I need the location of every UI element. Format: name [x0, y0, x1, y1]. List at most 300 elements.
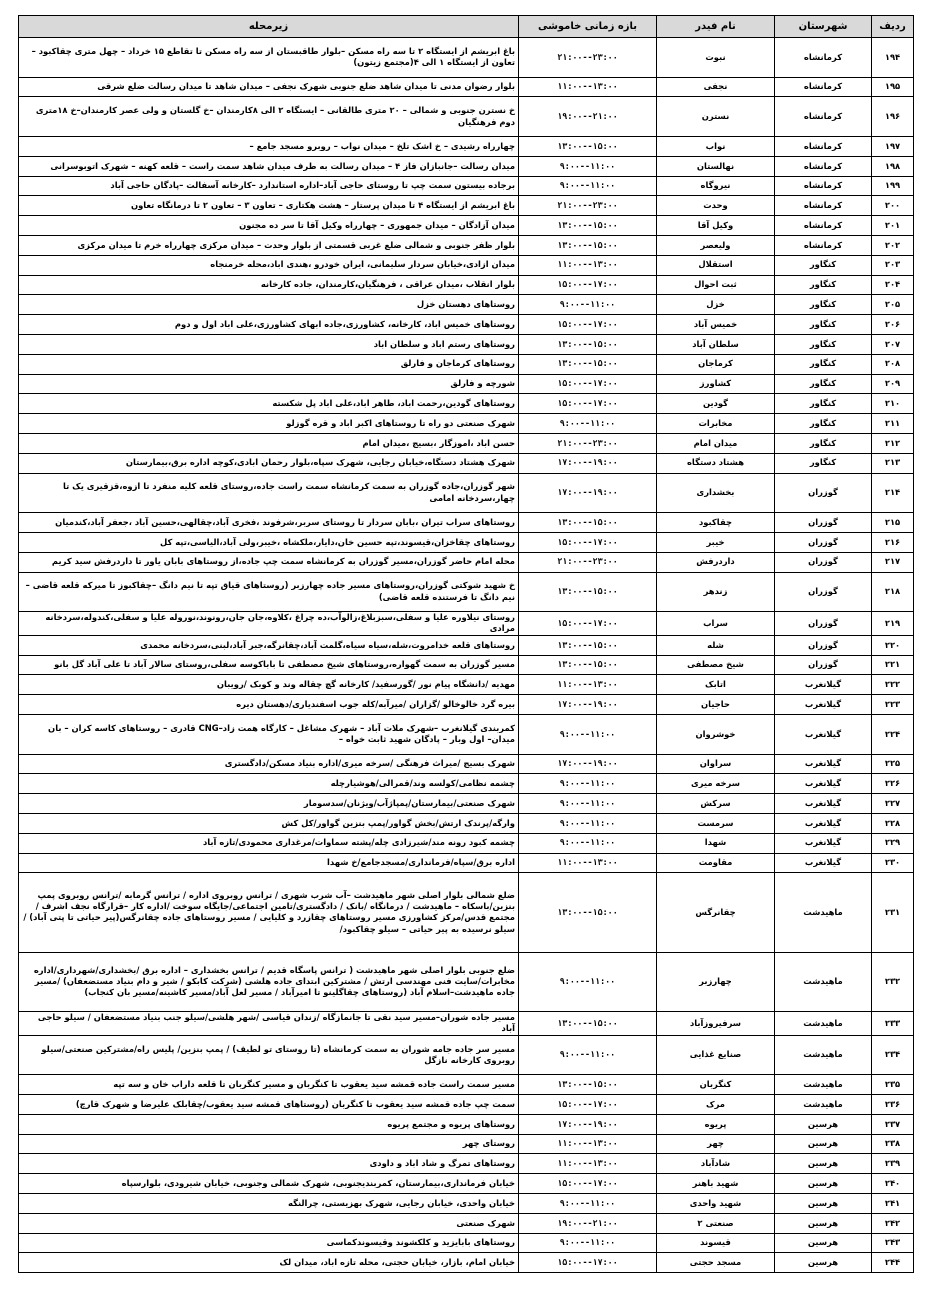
table-row [19, 414, 914, 434]
row-number-cell: ۲۲۵ [872, 754, 914, 774]
outage-window-cell: ۱۵:۰۰--۱۷:۰۰ [519, 315, 657, 335]
outage-schedule-table [18, 15, 914, 1273]
row-number-cell: ۲۲۴ [872, 714, 914, 754]
table-row [19, 1253, 914, 1273]
table-row [19, 1075, 914, 1095]
table-row [19, 794, 914, 814]
county-cell: کرمانشاه [775, 196, 872, 216]
outage-window-cell: ۱۳:۰۰--۱۵:۰۰ [519, 136, 657, 156]
outage-window-cell: ۱۳:۰۰--۱۵:۰۰ [519, 635, 657, 655]
county-cell: گیلانغرب [775, 695, 872, 715]
row-number-cell: ۲۴۴ [872, 1253, 914, 1273]
neighborhood-cell: مسیر جاده شوران–مسیر سید نقی تا جانمازگاه /زندان قیاسی /شهر هلشی/سیلو جنب بنیاد مستضعفان / سیلو حاجی آباد [19, 1011, 519, 1035]
county-cell: گوزران [775, 655, 872, 675]
outage-window-cell: ۹:۰۰--۱۱:۰۰ [519, 714, 657, 754]
feeder-name-cell: داردرفش [657, 552, 775, 572]
table-row [19, 1134, 914, 1154]
table-row [19, 1174, 914, 1194]
feeder-name-cell: سراب [657, 612, 775, 636]
outage-window-cell: ۲۱:۰۰--۲۳:۰۰ [519, 38, 657, 78]
county-cell: گیلانغرب [775, 754, 872, 774]
outage-window-cell: ۲۱:۰۰--۲۳:۰۰ [519, 433, 657, 453]
neighborhood-cell: روستای چهر [19, 1134, 519, 1154]
table-row [19, 354, 914, 374]
county-cell: هرسین [775, 1213, 872, 1233]
county-cell: کرمانشاه [775, 156, 872, 176]
row-number-cell: ۲۳۵ [872, 1075, 914, 1095]
table-row [19, 635, 914, 655]
county-cell: گیلانغرب [775, 714, 872, 754]
feeder-name-cell: نیروگاه [657, 176, 775, 196]
row-number-cell: ۲۳۴ [872, 1035, 914, 1075]
outage-window-cell: ۹:۰۰--۱۱:۰۰ [519, 813, 657, 833]
row-number-cell: ۲۴۱ [872, 1194, 914, 1214]
table-row [19, 774, 914, 794]
row-number-cell: ۲۳۸ [872, 1134, 914, 1154]
table-row [19, 176, 914, 196]
row-number-cell: ۲۳۷ [872, 1114, 914, 1134]
neighborhood-cell: برجاده بیستون سمت چپ تا روستای حاجی آباد–اداره استاندارد –کارخانه آسفالت –پادگان حاجی آباد [19, 176, 519, 196]
neighborhood-cell: روستاهای کرماجان و فارلق [19, 354, 519, 374]
county-cell: گوزران [775, 635, 872, 655]
neighborhood-cell: روستای نیلاوره علیا و سفلی،سبزبلاغ،زالوآب،ده چراغ ،کلاوه،جان جان،رونوند،نوروله علیا و سفلی،کندوله،سردخانه مرادی [19, 612, 519, 636]
row-number-cell: ۲۰۱ [872, 216, 914, 236]
header-feeder-name: نام فیدر [657, 16, 775, 38]
feeder-name-cell: خزل [657, 295, 775, 315]
table-row [19, 952, 914, 1011]
feeder-name-cell: شادآباد [657, 1154, 775, 1174]
feeder-name-cell: خمیس آباد [657, 315, 775, 335]
outage-window-cell: ۱۳:۰۰--۱۵:۰۰ [519, 216, 657, 236]
row-number-cell: ۲۰۵ [872, 295, 914, 315]
county-cell: گیلانغرب [775, 833, 872, 853]
header-row-number: ردیف [872, 16, 914, 38]
feeder-name-cell: نبوت [657, 38, 775, 78]
header-county: شهرستان [775, 16, 872, 38]
outage-window-cell: ۹:۰۰--۱۱:۰۰ [519, 1035, 657, 1075]
row-number-cell: ۲۴۲ [872, 1213, 914, 1233]
outage-window-cell: ۱۷:۰۰--۱۹:۰۰ [519, 453, 657, 473]
row-number-cell: ۲۲۰ [872, 635, 914, 655]
row-number-cell: ۲۰۴ [872, 275, 914, 295]
feeder-name-cell: هشتاد دستگاه [657, 453, 775, 473]
neighborhood-cell: روستاهای رستم اباد و سلطان اباد [19, 334, 519, 354]
county-cell: هرسین [775, 1114, 872, 1134]
outage-window-cell: ۱۳:۰۰--۱۵:۰۰ [519, 1075, 657, 1095]
table-row [19, 275, 914, 295]
county-cell: هرسین [775, 1253, 872, 1273]
neighborhood-cell: باغ ابریشم از ایستگاه ۴ تا میدان پرستار – هشت هکتاری – تعاون ۳ – تعاون ۲ تا درمانگاه تعاون [19, 196, 519, 216]
county-cell: ماهیدشت [775, 873, 872, 952]
neighborhood-cell: بلوار رضوان مدنی تا میدان شاهد ضلع جنوبی شهرک نجفی – میدان شاهد تا میدان رسالت ضلع شرقی [19, 77, 519, 97]
outage-window-cell: ۱۳:۰۰--۱۵:۰۰ [519, 572, 657, 612]
feeder-name-cell: مخابرات [657, 414, 775, 434]
table-row [19, 196, 914, 216]
county-cell: کنگاور [775, 394, 872, 414]
table-row [19, 77, 914, 97]
table-row [19, 394, 914, 414]
outage-window-cell: ۱۵:۰۰--۱۷:۰۰ [519, 374, 657, 394]
neighborhood-cell: مهدیه /دانشگاه پیام نور /گورسفید/ کارخانه گچ چقاله وند و کوبک /رویبان [19, 675, 519, 695]
neighborhood-cell: چشمه نظامی/کولسه وند/قمرالی/هوشیارچله [19, 774, 519, 794]
neighborhood-cell: چهارراه رشیدی – خ اشک تلخ – میدان نواب – روبرو مسجد جامع – [19, 136, 519, 156]
county-cell: ماهیدشت [775, 1035, 872, 1075]
row-number-cell: ۱۹۹ [872, 176, 914, 196]
table-row [19, 833, 914, 853]
county-cell: گوزران [775, 532, 872, 552]
county-cell: کرمانشاه [775, 38, 872, 78]
table-row [19, 675, 914, 695]
outage-window-cell: ۱۱:۰۰--۱۳:۰۰ [519, 77, 657, 97]
feeder-name-cell: استقلال [657, 255, 775, 275]
table-row [19, 1213, 914, 1233]
neighborhood-cell: کمربندی گیلانغرب –شهرک ملات آباد – شهرک مشاغل – کارگاه همت زاد–CNG قادری – روستاهای کاسه کران – بان میدان– اول وبار – پادگان شهید ثابت خواه – [19, 714, 519, 754]
county-cell: گیلانغرب [775, 813, 872, 833]
neighborhood-cell: بیره گرد خالوخالو /گزاران /میرآبه/کله جوب اسفندیاری/دهستان دیره [19, 695, 519, 715]
table-row [19, 255, 914, 275]
outage-window-cell: ۱۷:۰۰--۱۹:۰۰ [519, 1114, 657, 1134]
header-row [19, 16, 914, 38]
table-row [19, 572, 914, 612]
neighborhood-cell: شهر گوزران،جاده گوزران به سمت کرمانشاه سمت راست جاده،روستای قلعه کلیه منفرد تا ازوه،قزقیری یک تا چهار،سردخانه امامی [19, 473, 519, 513]
feeder-name-cell: وکیل آقا [657, 216, 775, 236]
row-number-cell: ۲۰۲ [872, 235, 914, 255]
table-row [19, 1011, 914, 1035]
county-cell: هرسین [775, 1154, 872, 1174]
neighborhood-cell: شهرک صنعتی/بیمارستان/پمپاژآب/ویژنان/سدسومار [19, 794, 519, 814]
county-cell: کرمانشاه [775, 97, 872, 137]
outage-window-cell: ۹:۰۰--۱۱:۰۰ [519, 1233, 657, 1253]
row-number-cell: ۲۱۷ [872, 552, 914, 572]
neighborhood-cell: سمت چپ جاده قمشه سید یعقوب تا کنگربان (روستاهای قمشه سید یعقوب/چقابلک علیرضا و شهرک قارچ) [19, 1095, 519, 1115]
row-number-cell: ۱۹۸ [872, 156, 914, 176]
table-row [19, 655, 914, 675]
neighborhood-cell: روستاهای چقاخزان،قیسوند،تپه حسین خان،دایار،ملکشاه ،خیبر،ولی آباد،الیاسی،تپه کل [19, 532, 519, 552]
neighborhood-cell: چشمه کبود رونه مند/شیرزادی چله/پشته سماوات/مرغداری محمودی/تازه آباد [19, 833, 519, 853]
neighborhood-cell: ضلع شمالی بلوار اصلی شهر ماهیدشت –آب شرب شهری / ترانس روبروی اداره / ترانس گرمابه /ترانس روبروی پمپ بنزین/باسکاه – ماهیدشت / درمانگاه /بانک / دادگستری/تامین اجتماعی/جایگاه سوخت /اداره کار –قرارگاه نجف اشرف /مجتمع قدس/مرکز کشاورزی مسیر روستاهای چقازرد و کلیایی / مسیر روستاهای جاده چقانرگس(پیر حیاتی تا پتی آباد) /سیلو نرسیده به پیر حیاتی – سیلو چقاکبود/ [19, 873, 519, 952]
outage-window-cell: ۱۳:۰۰--۱۵:۰۰ [519, 873, 657, 952]
outage-window-cell: ۱۳:۰۰--۱۵:۰۰ [519, 354, 657, 374]
outage-window-cell: ۱۵:۰۰--۱۷:۰۰ [519, 612, 657, 636]
feeder-name-cell: نواب [657, 136, 775, 156]
feeder-name-cell: میدان امام [657, 433, 775, 453]
outage-window-cell: ۱۷:۰۰--۱۹:۰۰ [519, 695, 657, 715]
county-cell: گوزران [775, 572, 872, 612]
neighborhood-cell: روستاهای خمیس اباد، کارخانه، کشاورزی،جاده ابهای کشاورزی،علی اباد اول و دوم [19, 315, 519, 335]
row-number-cell: ۲۴۳ [872, 1233, 914, 1253]
outage-window-cell: ۱۳:۰۰--۱۵:۰۰ [519, 513, 657, 533]
county-cell: کنگاور [775, 275, 872, 295]
row-number-cell: ۲۰۸ [872, 354, 914, 374]
county-cell: کنگاور [775, 414, 872, 434]
neighborhood-cell: روستاهای بابایزید و کلکشوند وقیسوندکماسی [19, 1233, 519, 1253]
row-number-cell: ۲۰۳ [872, 255, 914, 275]
row-number-cell: ۱۹۴ [872, 38, 914, 78]
table-row [19, 513, 914, 533]
neighborhood-cell: میدان رسالت –جانبازان فاز ۴ – میدان رسالت به طرف میدان شاهد سمت راست – قلعه کهنه – شهرک اتوبوسرانی [19, 156, 519, 176]
feeder-name-cell: بخشداری [657, 473, 775, 513]
neighborhood-cell: روستاهای پریوه و مجتمع پریوه [19, 1114, 519, 1134]
county-cell: کنگاور [775, 453, 872, 473]
feeder-name-cell: سراوان [657, 754, 775, 774]
feeder-name-cell: گودین [657, 394, 775, 414]
outage-window-cell: ۱۱:۰۰--۱۳:۰۰ [519, 853, 657, 873]
neighborhood-cell: میدان آزادگان – میدان جمهوری – چهارراه وکیل آقا تا سر ده مجنون [19, 216, 519, 236]
row-number-cell: ۲۲۶ [872, 774, 914, 794]
county-cell: گیلانغرب [775, 794, 872, 814]
row-number-cell: ۲۱۶ [872, 532, 914, 552]
row-number-cell: ۱۹۷ [872, 136, 914, 156]
county-cell: کرمانشاه [775, 235, 872, 255]
feeder-name-cell: چقاکبود [657, 513, 775, 533]
neighborhood-cell: میدان ازادی،خیابان سردار سلیمانی، ایران خودرو ،هندی اباد،محله خرمنجاه [19, 255, 519, 275]
feeder-name-cell: نجفی [657, 77, 775, 97]
row-number-cell: ۲۰۶ [872, 315, 914, 335]
feeder-name-cell: اتابک [657, 675, 775, 695]
outage-window-cell: ۱۳:۰۰--۱۵:۰۰ [519, 334, 657, 354]
neighborhood-cell: روستاهای دهستان خزل [19, 295, 519, 315]
table-body [19, 38, 914, 1273]
row-number-cell: ۲۱۸ [872, 572, 914, 612]
county-cell: کنگاور [775, 255, 872, 275]
outage-window-cell: ۹:۰۰--۱۱:۰۰ [519, 774, 657, 794]
neighborhood-cell: اداره برق/سپاه/فرمانداری/مسجدجامع/خ شهدا [19, 853, 519, 873]
outage-window-cell: ۱۳:۰۰--۱۵:۰۰ [519, 1011, 657, 1035]
feeder-name-cell: شهید واحدی [657, 1194, 775, 1214]
county-cell: کنگاور [775, 433, 872, 453]
feeder-name-cell: سلطان آباد [657, 334, 775, 354]
feeder-name-cell: شهدا [657, 833, 775, 853]
row-number-cell: ۱۹۶ [872, 97, 914, 137]
outage-window-cell: ۱۵:۰۰--۱۷:۰۰ [519, 1253, 657, 1273]
county-cell: کرمانشاه [775, 136, 872, 156]
county-cell: گوزران [775, 612, 872, 636]
table-row [19, 552, 914, 572]
feeder-name-cell: مرک [657, 1095, 775, 1115]
row-number-cell: ۲۲۷ [872, 794, 914, 814]
row-number-cell: ۲۳۳ [872, 1011, 914, 1035]
row-number-cell: ۲۱۳ [872, 453, 914, 473]
county-cell: گوزران [775, 513, 872, 533]
outage-window-cell: ۹:۰۰--۱۱:۰۰ [519, 794, 657, 814]
table-row [19, 612, 914, 636]
neighborhood-cell: شهرک صنعتی دو راه تا روستاهای اکبر اباد و قره گوزلو [19, 414, 519, 434]
county-cell: کرمانشاه [775, 77, 872, 97]
neighborhood-cell: شورچه و فارلق [19, 374, 519, 394]
feeder-name-cell: سرفیروزآباد [657, 1011, 775, 1035]
table-row [19, 295, 914, 315]
feeder-name-cell: خوشروان [657, 714, 775, 754]
county-cell: کنگاور [775, 315, 872, 335]
row-number-cell: ۲۰۰ [872, 196, 914, 216]
neighborhood-cell: ضلع جنوبی بلوار اصلی شهر ماهیدشت ( ترانس پاسگاه قدیم / ترانس بخشداری – اداره برق /بخشداری/شهرداری/اداره مخابرات/سایت فنی مهندسی ارتش / مشترکین ابتدای جاده هلشی (شرکت کابکو / شیر و دام بنیاد مستضعفان) /مسیر جاده ماهیدشت–اسلام آباد (روستاهای چقاگلینو تا امیرآباد / مسیر لعل آباد/مسیر کاشینه/مسیر بان کنجاب) [19, 952, 519, 1011]
table-row [19, 374, 914, 394]
neighborhood-cell: شهرک هشتاد دستگاه،خیابان رجایی، شهرک سپاه،بلوار رحمان ابادی،کوچه اداره برق،بیمارستان [19, 453, 519, 473]
table-row [19, 97, 914, 137]
row-number-cell: ۲۱۹ [872, 612, 914, 636]
feeder-name-cell: شیخ مصطفی [657, 655, 775, 675]
county-cell: کرمانشاه [775, 216, 872, 236]
table-row [19, 216, 914, 236]
county-cell: کرمانشاه [775, 176, 872, 196]
row-number-cell: ۲۲۸ [872, 813, 914, 833]
row-number-cell: ۱۹۵ [872, 77, 914, 97]
feeder-name-cell: کشاورز [657, 374, 775, 394]
feeder-name-cell: زندهر [657, 572, 775, 612]
row-number-cell: ۲۱۴ [872, 473, 914, 513]
neighborhood-cell: مسیر سمت راست جاده قمشه سید یعقوب تا کنگربان و مسیر کنگربان تا قلعه داراب خان و سه تپه [19, 1075, 519, 1095]
outage-window-cell: ۲۱:۰۰--۲۳:۰۰ [519, 196, 657, 216]
feeder-name-cell: شهید باهنر [657, 1174, 775, 1194]
feeder-name-cell: قیسوند [657, 1233, 775, 1253]
row-number-cell: ۲۲۳ [872, 695, 914, 715]
neighborhood-cell: خیابان فرمانداری،بیمارستان، کمربندیجنوبی، شهرک شمالی وجنوبی، خیابان شیرودی، بلوارسپاه [19, 1174, 519, 1194]
county-cell: کنگاور [775, 295, 872, 315]
row-number-cell: ۲۰۹ [872, 374, 914, 394]
row-number-cell: ۲۳۹ [872, 1154, 914, 1174]
table-row [19, 695, 914, 715]
table-row [19, 1114, 914, 1134]
table-row [19, 433, 914, 453]
outage-window-cell: ۲۱:۰۰--۲۳:۰۰ [519, 552, 657, 572]
table-row [19, 754, 914, 774]
feeder-name-cell: کنگربان [657, 1075, 775, 1095]
county-cell: گیلانغرب [775, 853, 872, 873]
table-row [19, 1194, 914, 1214]
neighborhood-cell: شهرک بسیج /میراث فرهنگی /سرخه میری/اداره بنیاد مسکن/دادگستری [19, 754, 519, 774]
outage-window-cell: ۱۵:۰۰--۱۷:۰۰ [519, 1174, 657, 1194]
feeder-name-cell: کرماجان [657, 354, 775, 374]
outage-window-cell: ۹:۰۰--۱۱:۰۰ [519, 1194, 657, 1214]
row-number-cell: ۲۳۶ [872, 1095, 914, 1115]
outage-window-cell: ۹:۰۰--۱۱:۰۰ [519, 414, 657, 434]
table-row [19, 1233, 914, 1253]
feeder-name-cell: سرخه میری [657, 774, 775, 794]
feeder-name-cell: چقانرگس [657, 873, 775, 952]
row-number-cell: ۲۳۱ [872, 873, 914, 952]
county-cell: ماهیدشت [775, 1095, 872, 1115]
county-cell: ماهیدشت [775, 1011, 872, 1035]
neighborhood-cell: محله امام حاضر گوزران،مسیر گوزران به کرمانشاه سمت چپ جاده،از روستاهای بابان یاور تا داردرفش سید کریم [19, 552, 519, 572]
row-number-cell: ۲۲۹ [872, 833, 914, 853]
feeder-name-cell: سرکش [657, 794, 775, 814]
outage-window-cell: ۱۹:۰۰--۲۱:۰۰ [519, 1213, 657, 1233]
feeder-name-cell: ثبت احوال [657, 275, 775, 295]
outage-window-cell: ۱۵:۰۰--۱۷:۰۰ [519, 275, 657, 295]
neighborhood-cell: وارگه/پرندک ارتش/بخش گواور/پمپ بنزین گواور/کل کش [19, 813, 519, 833]
table-row [19, 453, 914, 473]
row-number-cell: ۲۱۵ [872, 513, 914, 533]
feeder-name-cell: صنعتی ۲ [657, 1213, 775, 1233]
table-row [19, 714, 914, 754]
neighborhood-cell: بلوار انقلاب ،میدان عراقی ، فرهنگیان،کارمندان، جاده کارخانه [19, 275, 519, 295]
county-cell: کنگاور [775, 334, 872, 354]
feeder-name-cell: نسترن [657, 97, 775, 137]
county-cell: کنگاور [775, 374, 872, 394]
outage-window-cell: ۱۵:۰۰--۱۷:۰۰ [519, 394, 657, 414]
neighborhood-cell: روستاهای سراب تیران ،بابان سردار تا روستای سربر،شرفوند ،فخری آباد،چقالهی،حسین آباد ،جعفر آباد،کندمیان [19, 513, 519, 533]
row-number-cell: ۲۰۷ [872, 334, 914, 354]
feeder-name-cell: ولیعصر [657, 235, 775, 255]
table-row [19, 235, 914, 255]
row-number-cell: ۲۱۲ [872, 433, 914, 453]
header-outage-window: بازه زمانی خاموشی [519, 16, 657, 38]
neighborhood-cell: روستاهای قلعه خدامروت،شله،سیاه سیاه،گلمت آباد،چقانرگه،جبر آباد،لبنی،سردخانه محمدی [19, 635, 519, 655]
feeder-name-cell: شله [657, 635, 775, 655]
county-cell: گیلانغرب [775, 675, 872, 695]
outage-window-cell: ۱۷:۰۰--۱۹:۰۰ [519, 754, 657, 774]
county-cell: هرسین [775, 1194, 872, 1214]
table-row [19, 1035, 914, 1075]
neighborhood-cell: مسیر گوزران به سمت گهواره،روستاهای شیخ مصطفی تا باباکوسه سفلی،روستای سالار آباد تا علی آباد گل بانو [19, 655, 519, 675]
outage-window-cell: ۱۱:۰۰--۱۳:۰۰ [519, 1154, 657, 1174]
table-row [19, 315, 914, 335]
feeder-name-cell: نهالستان [657, 156, 775, 176]
neighborhood-cell: باغ ابریشم از ایستگاه ۲ تا سه راه مسکن –بلوار طاقبستان از سه راه مسکن تا تقاطع ۱۵ خرداد – چهل متری چقاکبود –تعاون از ایستگاه ۱ الی ۴(مجتمع زیتون) [19, 38, 519, 78]
county-cell: هرسین [775, 1233, 872, 1253]
table-row [19, 136, 914, 156]
row-number-cell: ۲۱۱ [872, 414, 914, 434]
feeder-name-cell: خیبر [657, 532, 775, 552]
table-row [19, 1095, 914, 1115]
outage-window-cell: ۱۱:۰۰--۱۳:۰۰ [519, 1134, 657, 1154]
table-row [19, 853, 914, 873]
neighborhood-cell: روستاهای گودین،رحمت اباد، طاهر اباد،علی اباد پل شکسته [19, 394, 519, 414]
neighborhood-cell: خیابان واحدی، خیابان رجایی، شهرک بهزیستی، چرالنگه [19, 1194, 519, 1214]
feeder-name-cell: صنایع غذایی [657, 1035, 775, 1075]
neighborhood-cell: بلوار ظفر جنوبی و شمالی ضلع غربی قسمتی از بلوار وحدت – میدان مرکزی چهارراه خرم تا میدان مرکزی [19, 235, 519, 255]
feeder-name-cell: چهارزبر [657, 952, 775, 1011]
neighborhood-cell: مسیر سر جاده جامه شوران به سمت کرمانشاه (تا روستای تو لطیف) / پمپ بنزین/ پلیس راه/مشترکین صنعتی/سیلو روبروی کارخانه نازگل [19, 1035, 519, 1075]
feeder-name-cell: حاجیان [657, 695, 775, 715]
table-row [19, 38, 914, 78]
feeder-name-cell: مقاومت [657, 853, 775, 873]
county-cell: ماهیدشت [775, 1075, 872, 1095]
feeder-name-cell: چهر [657, 1134, 775, 1154]
outage-window-cell: ۱۷:۰۰--۱۹:۰۰ [519, 473, 657, 513]
feeder-name-cell: پریوه [657, 1114, 775, 1134]
table-row [19, 156, 914, 176]
row-number-cell: ۲۲۲ [872, 675, 914, 695]
outage-window-cell: ۱۱:۰۰--۱۳:۰۰ [519, 255, 657, 275]
outage-window-cell: ۱۵:۰۰--۱۷:۰۰ [519, 1095, 657, 1115]
neighborhood-cell: حسن اباد ،اموزگار ،بسیج ،میدان امام [19, 433, 519, 453]
county-cell: گیلانغرب [775, 774, 872, 794]
outage-window-cell: ۱۹:۰۰--۲۱:۰۰ [519, 97, 657, 137]
county-cell: هرسین [775, 1134, 872, 1154]
table-row [19, 873, 914, 952]
row-number-cell: ۲۱۰ [872, 394, 914, 414]
table-row [19, 813, 914, 833]
county-cell: گوزران [775, 473, 872, 513]
table-row [19, 473, 914, 513]
row-number-cell: ۲۲۱ [872, 655, 914, 675]
outage-window-cell: ۱۳:۰۰--۱۵:۰۰ [519, 235, 657, 255]
table-row [19, 1154, 914, 1174]
row-number-cell: ۲۳۲ [872, 952, 914, 1011]
county-cell: کنگاور [775, 354, 872, 374]
feeder-name-cell: سرمست [657, 813, 775, 833]
outage-window-cell: ۱۵:۰۰--۱۷:۰۰ [519, 532, 657, 552]
neighborhood-cell: شهرک صنعتی [19, 1213, 519, 1233]
outage-window-cell: ۹:۰۰--۱۱:۰۰ [519, 176, 657, 196]
outage-window-cell: ۹:۰۰--۱۱:۰۰ [519, 833, 657, 853]
table-row [19, 532, 914, 552]
neighborhood-cell: خ نسترن جنوبی و شمالی – ۲۰ متری طالقانی – ایستگاه ۲ الی ۸کارمندان –خ گلستان و ولی عصر کارمندان–خ ۱۸متری دوم فرهنگیان [19, 97, 519, 137]
county-cell: گوزران [775, 552, 872, 572]
outage-window-cell: ۹:۰۰--۱۱:۰۰ [519, 156, 657, 176]
header-neighborhood: زیرمحله [19, 16, 519, 38]
